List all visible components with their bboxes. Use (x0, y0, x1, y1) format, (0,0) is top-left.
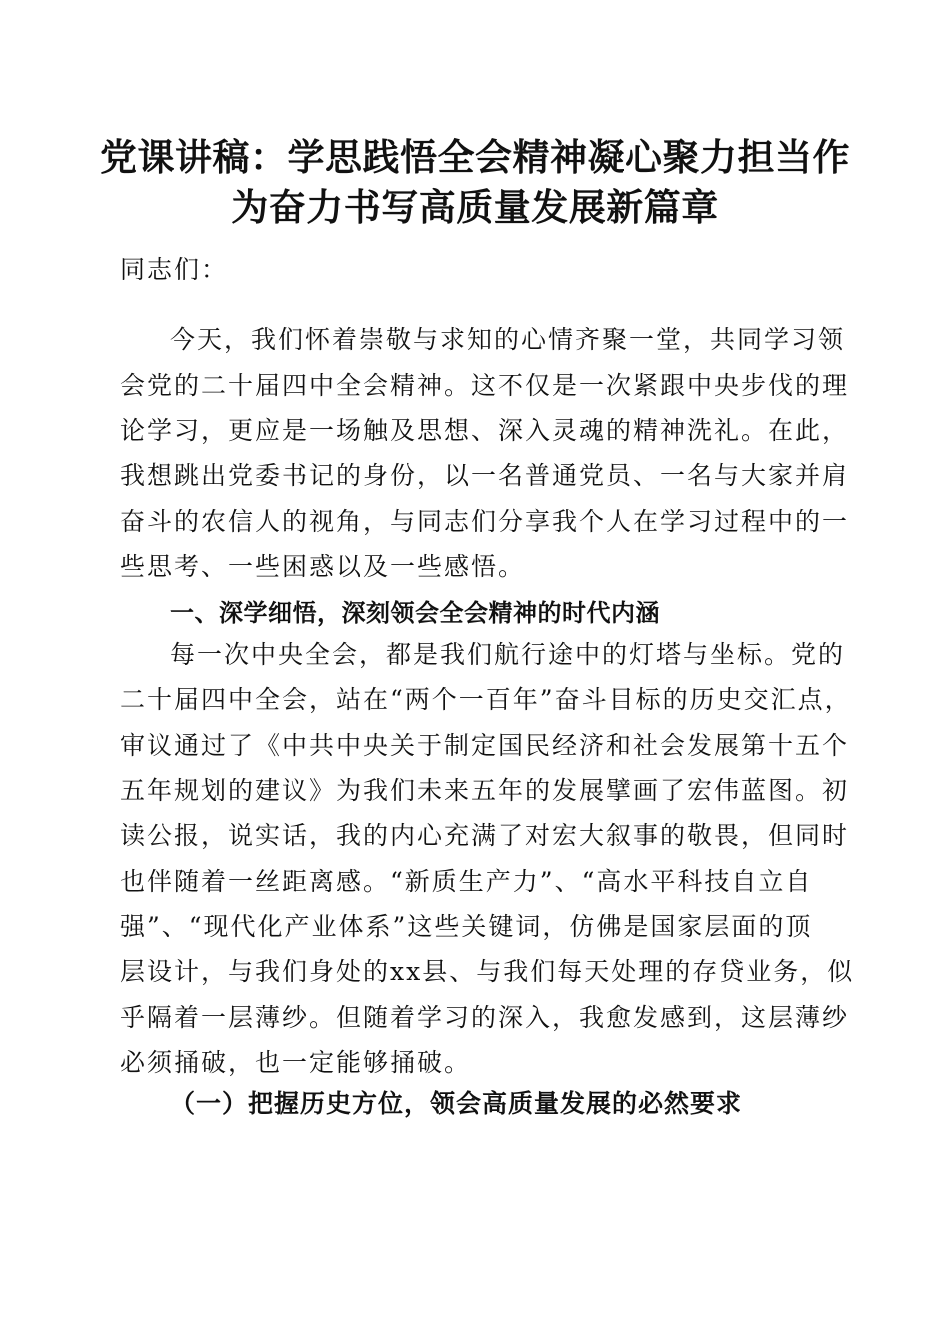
section-1-line-6: 也伴随着一丝距离感。“新质生产力”、“高水平科技自立自 (120, 867, 813, 896)
salutation: 同志们： (120, 255, 229, 284)
section-1-line-2: 二十届四中全会，站在“两个一百年”奋斗目标的历史交汇点， (120, 685, 852, 714)
section-1-line-1: 每一次中央全会，都是我们航行途中的灯塔与坐标。党的 (170, 640, 846, 669)
document-title-line-2: 为奋力书写高质量发展新篇章 (231, 186, 719, 229)
section-1-line-3: 审议通过了《中共中央关于制定国民经济和社会发展第十五个 (120, 731, 850, 760)
section-1-line-5: 读公报，说实话，我的内心充满了对宏大叙事的敬畏，但同时 (120, 821, 850, 850)
intro-line-6: 些思考、一些困惑以及一些感悟。 (120, 552, 526, 581)
intro-line-5: 奋斗的农信人的视角，与同志们分享我个人在学习过程中的一 (120, 507, 850, 536)
intro-line-3: 论学习，更应是一场触及思想、深入灵魂的精神洗礼。在此， (120, 416, 850, 445)
section-1-heading: 一、深学细悟，深刻领会全会精神的时代内涵 (170, 599, 660, 627)
section-1-line-7: 强”、“现代化产业体系”这些关键词，仿佛是国家层面的顶 (120, 912, 813, 941)
document-title-line-1: 党课讲稿：学思践悟全会精神凝心聚力担当作 (100, 136, 850, 179)
intro-line-1: 今天，我们怀着崇敬与求知的心情齐聚一堂，共同学习领 (170, 325, 846, 354)
section-1-line-8: 层设计，与我们身处的xx县、与我们每天处理的存贷业务，似 (120, 957, 855, 986)
intro-line-4: 我想跳出党委书记的身份，以一名普通党员、一名与大家并肩 (120, 461, 850, 490)
section-1-line-10: 必须捅破，也一定能够捅破。 (120, 1048, 472, 1077)
section-1-line-9: 乎隔着一层薄纱。但随着学习的深入，我愈发感到，这层薄纱 (120, 1003, 850, 1032)
intro-line-2: 会党的二十届四中全会精神。这不仅是一次紧跟中央步伐的理 (120, 371, 850, 400)
subsection-1-heading: （一）把握历史方位，领会高质量发展的必然要求 (170, 1089, 743, 1118)
section-1-line-4: 五年规划的建议》为我们未来五年的发展擘画了宏伟蓝图。初 (120, 776, 850, 805)
